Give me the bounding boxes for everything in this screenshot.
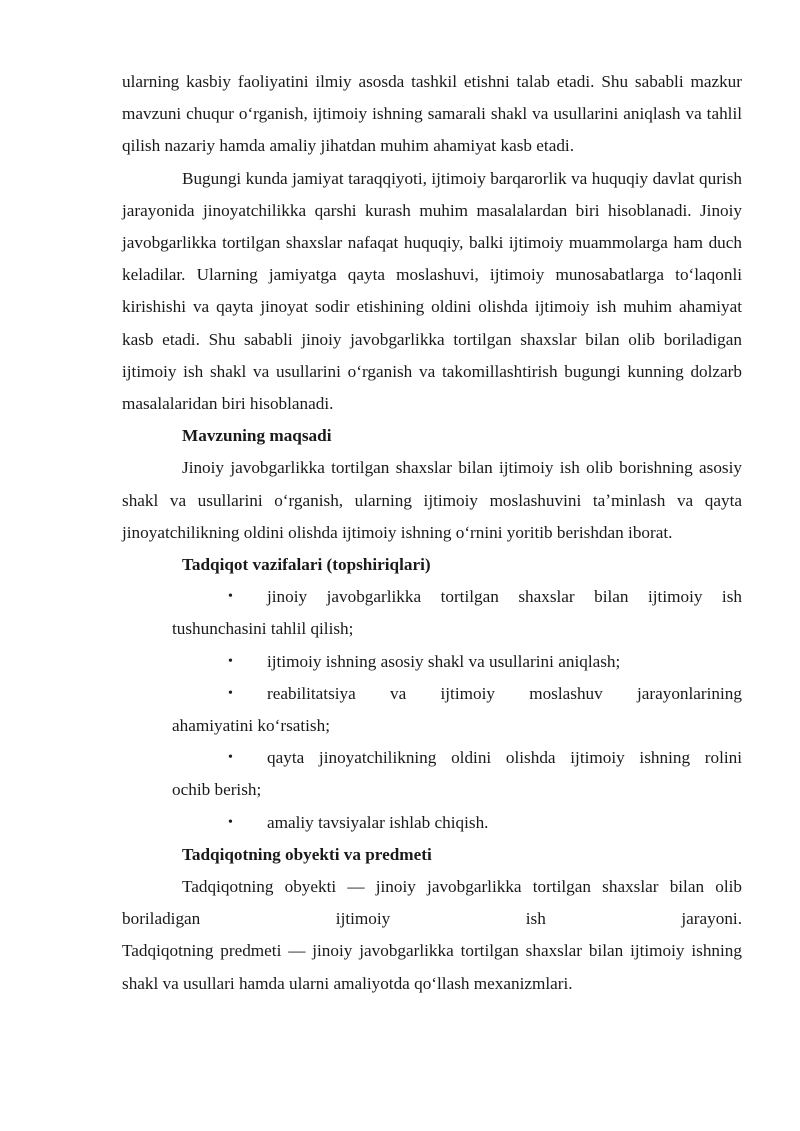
- list-item: [172, 581, 742, 645]
- task-text-line2: ochib berish;: [172, 780, 262, 800]
- heading-tasks: Tadqiqot vazifalari (topshiriqlari): [182, 555, 431, 575]
- bullet-icon: •: [228, 750, 233, 766]
- object-line2: boriladigan ijtimoiy ish jarayoni.: [122, 909, 742, 929]
- paragraph-goal: Jinoiy javobgarlikka tortilgan shaxslar bilan ijtimoiy ish olib borishning asosiy shakl va usullarini oʻrganish, ularning ijtimoiy moslashuvini taʼminlash va qayta jinoyatchilikning oldini olishda ijtimoiy ishning oʻrnini yoritib berishdan iborat.: [122, 458, 742, 542]
- bullet-icon: •: [228, 589, 233, 605]
- task-text-line1: amaliy tavsiyalar ishlab chiqish.: [267, 812, 489, 832]
- heading-object-subject: Tadqiqotning obyekti va predmeti: [182, 844, 432, 864]
- document-page: [122, 66, 742, 1000]
- task-text-line1: reabilitatsiya va ijtimoiy moslashuv jarayonlarining: [267, 683, 742, 703]
- list-item: [172, 807, 742, 839]
- heading-goal: Mavzuning maqsadi: [182, 426, 332, 446]
- object-line1: Tadqiqotning obyekti — jinoiy javobgarlikka tortilgan shaxslar bilan olib: [182, 877, 742, 897]
- paragraph-subject: Tadqiqotning predmeti — jinoiy javobgarlikka tortilgan shaxslar bilan ijtimoiy ishning shakl va usullari hamda ularni amaliyotda qoʻllash mexanizmlari.: [122, 941, 742, 993]
- bullet-icon: •: [228, 653, 233, 669]
- task-text-line1: qayta jinoyatchilikning oldini olishda ijtimoiy ishning rolini: [267, 748, 742, 768]
- paragraph-intro-continuation: ularning kasbiy faoliyatini ilmiy asosda tashkil etishni talab etadi. Shu sababli mazkur mavzuni chuqur oʻrganish, ijtimoiy ishning samarali shakl va usullarini aniqlash va tahlil qilish nazariy hamda amaliy jihatdan muhim ahamiyat kasb etadi.: [122, 72, 742, 156]
- bullet-icon: •: [228, 814, 233, 830]
- task-text-line1: jinoiy javobgarlikka tortilgan shaxslar bilan ijtimoiy ish: [267, 587, 742, 607]
- list-item: [172, 678, 742, 742]
- bullet-icon: •: [228, 685, 233, 701]
- task-text-line1: ijtimoiy ishning asosiy shakl va usullarini aniqlash;: [267, 651, 621, 671]
- list-item: [172, 742, 742, 806]
- list-item: [172, 646, 742, 678]
- paragraph-relevance: Bugungi kunda jamiyat taraqqiyoti, ijtimoiy barqarorlik va huquqiy davlat qurish jarayonida jinoyatchilikka qarshi kurash muhim masalalardan biri hisoblanadi. Jinoiy javobgarlikka tortilgan shaxslar nafaqat huquqiy, balki ijtimoiy muammolarga ham duch keladilar. Ularning jamiyatga qayta moslashuvi, ijtimoiy munosabatlarga toʻlaqonli kirishishi va qayta jinoyat sodir etishining oldini olishda ijtimoiy ish muhim ahamiyat kasb etadi. Shu sababli jinoiy javobgarlikka tortilgan shaxslar bilan olib boriladigan ijtimoiy ish shakl va usullarini oʻrganish va takomillashtirish bugungi kunning dolzarb masalalaridan biri hisoblanadi.: [122, 168, 742, 414]
- tasks-list: [122, 581, 742, 839]
- task-text-line2: tushunchasini tahlil qilish;: [172, 619, 354, 639]
- task-text-line2: ahamiyatini koʻrsatish;: [172, 716, 330, 736]
